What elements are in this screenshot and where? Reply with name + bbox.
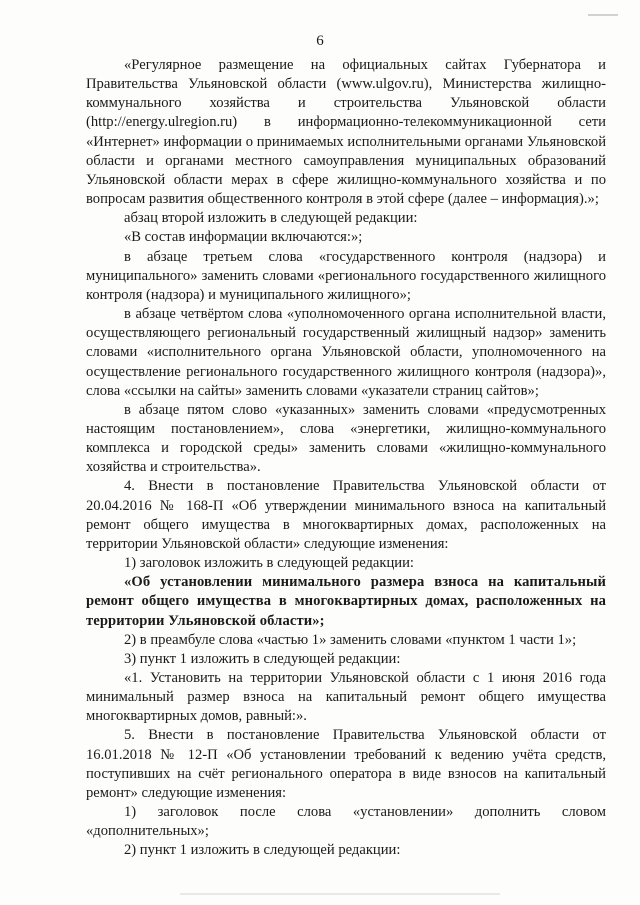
page-number: 6 <box>316 33 324 49</box>
scan-edge-mark <box>180 893 500 895</box>
paragraph-preamble-amendment: 2) в преамбуле слова «частью 1» заменить словами «пунктом 1 части 1»; <box>124 631 577 648</box>
document-body <box>86 56 606 861</box>
paragraph-regular-placement: «Регулярное размещение на официальных сайтах Губернатора и Правительства Ульяновской области (www.ulgov.ru), Министерства жилищно-коммунального хозяйства и строительства Ульяновской области (http://energy.ulregion.ru) в информационно-телекоммуникационной сети «Интернет» информации о принимаемых исполнительными органами Ульяновской области и органами местного самоуправления муниципальных образований Ульяновской области мерах в сфере жилищно-коммунального хозяйства и по вопросам развития общественного контроля в этой сфере (далее – информация).»; <box>86 57 606 208</box>
paragraph-item-4: 4. Внести в постановление Правительства Ульяновской области от 20.04.2016 № 168-П «Об утверждении минимального взноса на капитальный ремонт общего имущества в многоквартирных домах, расположенных на территории Ульяновской области» следующие изменения: <box>86 478 606 552</box>
paragraph-second-indent-instruction: абзац второй изложить в следующей редакции: <box>124 210 418 227</box>
paragraph-item-5: 5. Внести в постановление Правительства Ульяновской области от 16.01.2018 № 12-П «Об установлении требований к ведению учёта средств, поступивших на счёт регионального оператора в виде взносов на капитальный ремонт» следующие изменения: <box>86 727 606 801</box>
paragraph-fourth-indent-amendment: в абзаце четвёртом слова «уполномоченного органа исполнительной власти, осуществляющего региональный государственный жилищный надзор» заменить словами «исполнительного органа Ульяновской области, уполномоченного на осуществление регионального государственного жилищного контроля (надзора)», слова «ссылки на сайты» заменить словами «указатели страниц сайтов»; <box>86 306 606 399</box>
paragraph-title-instruction: 1) заголовок изложить в следующей редакции: <box>124 555 414 572</box>
scan-edge-mark <box>588 14 618 16</box>
paragraph-fifth-indent-amendment: в абзаце пятом слово «указанных» заменить словами «предусмотренных настоящим постановлением», слова «энергетики, жилищно-коммунального комплекса и городской среды» заменить словами «жилищно-коммунального хозяйства и строительства». <box>86 401 606 476</box>
paragraph-new-title-bold: «Об установлении минимального размера взноса на капитальный ремонт общего имущества в многоквартирных домах, расположенных на территории Ульяновской области»; <box>86 574 606 629</box>
paragraph-third-indent-amendment: в абзаце третьем слова «государственного контроля (надзора) и муниципального» заменить словами «регионального государственного жилищного контроля (надзора) и муниципального жилищного»; <box>86 248 606 303</box>
paragraph-point-1-instruction: 3) пункт 1 изложить в следующей редакции: <box>124 650 401 667</box>
paragraph-point-1-text: «1. Установить на территории Ульяновской области с 1 июня 2016 года минимальный размер взноса на капитальный ремонт общего имущества многоквартирных домов, равный:». <box>86 670 606 725</box>
paragraph-information-composition: «В состав информации включаются:»; <box>124 229 363 246</box>
paragraph-point-1-instruction-2: 2) пункт 1 изложить в следующей редакции: <box>124 842 401 859</box>
paragraph-title-addition: 1) заголовок после слова «установлении» дополнить словом «дополнительных»; <box>86 804 606 840</box>
